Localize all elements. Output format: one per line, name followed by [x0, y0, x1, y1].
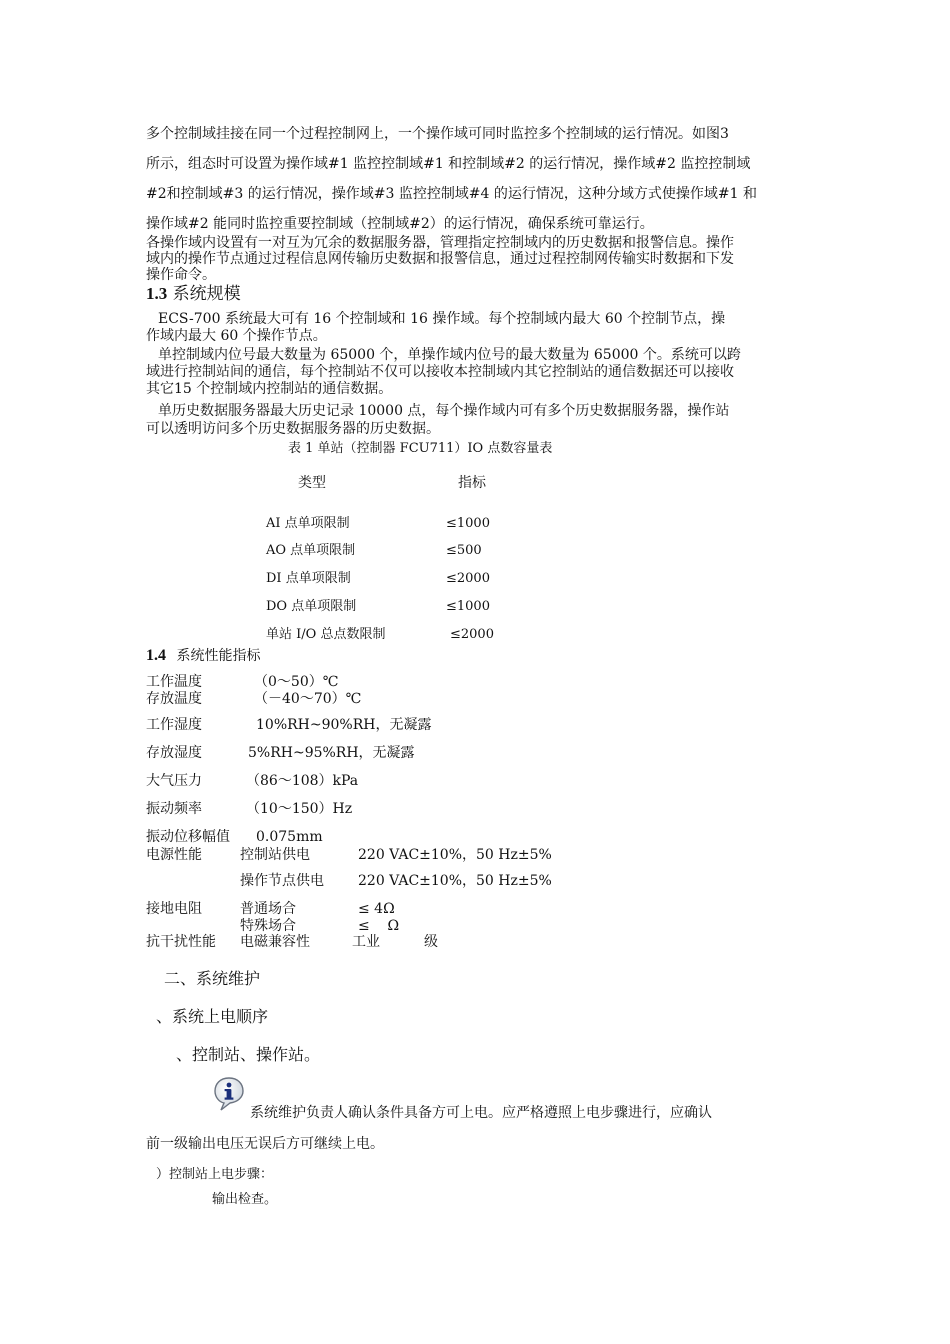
table-cell: ≤1000 [446, 516, 490, 531]
spec-value: ≤ 4Ω [358, 901, 395, 917]
spec-sublabel: 电磁兼容性 [240, 934, 310, 950]
section-heading-1-3 [146, 284, 241, 304]
paragraph-line: 操作域#2 能同时监控重要控制域（控制域#2）的运行情况，确保系统可靠运行。 [146, 216, 654, 232]
section-heading-1-4 [146, 647, 260, 665]
spec-value: 5%RH~95%RH，无凝露 [248, 745, 415, 761]
spec-label: 工作温度 [146, 674, 202, 690]
spec-label: 存放湿度 [146, 745, 202, 761]
section-number: 1.4 [146, 647, 166, 664]
paragraph-line: 各操作域内设置有一对互为冗余的数据服务器，管理指定控制域内的历史数据和报警信息。操作 [146, 235, 734, 251]
spec-value: 220 VAC±10%，50 Hz±5% [358, 873, 552, 889]
table-cell: AO 点单项限制 [266, 543, 356, 558]
paragraph-line: 多个控制域挂接在同一个过程控制网上，一个操作域可同时监控多个控制域的运行情况。如图3 [146, 126, 729, 142]
table-cell: ≤500 [446, 543, 482, 558]
spec-value: （0～50）℃ [254, 674, 339, 690]
paragraph-line: 操作命令。 [146, 267, 216, 283]
spec-value: （86～108）kPa [246, 773, 359, 789]
spec-sublabel: 控制站供电 [240, 847, 310, 863]
spec-sublabel: 特殊场合 [240, 918, 296, 934]
paragraph-line: ECS-700 系统最大可有 16 个控制域和 16 操作域。每个控制域内最大 60 个控制节点，操 [158, 311, 726, 327]
spec-value: 0.075mm [256, 829, 323, 845]
section-heading: 、系统上电顺序 [156, 1007, 269, 1026]
spec-value: （10～150）Hz [246, 801, 353, 817]
spec-value: 10%RH~90%RH，无凝露 [256, 717, 432, 733]
step-title: ）控制站上电步骤： [156, 1167, 274, 1182]
spec-label: 电源性能 [146, 847, 202, 863]
info-icon [212, 1076, 246, 1112]
table-header-value: 指标 [458, 475, 486, 491]
table-cell: DI 点单项限制 [266, 571, 351, 586]
paragraph-line: 域进行控制站间的通信，每个控制站不仅可以接收本控制域内其它控制站的通信数据还可以接收 [146, 364, 734, 380]
chapter-heading: 二、系统维护 [164, 969, 261, 988]
section-number: 1.3 [146, 284, 168, 303]
spec-sublabel: 操作节点供电 [240, 873, 324, 889]
spec-label: 振动位移幅值 [146, 829, 230, 845]
table-cell: ≤2000 [446, 571, 490, 586]
paragraph-line: 其它15 个控制域内控制站的通信数据。 [146, 381, 393, 397]
paragraph-line: 单历史数据服务器最大历史记录 10000 点，每个操作域内可有多个历史数据服务器，操作站 [158, 403, 730, 419]
section-title: 系统规模 [172, 284, 241, 304]
table-header-type: 类型 [298, 475, 326, 491]
paragraph-line: #2和控制域#3 的运行情况，操作域#3 监控控制域#4 的运行情况，这种分域方式使操作域#1 和 [146, 186, 757, 202]
table-cell: AI 点单项限制 [266, 516, 350, 531]
spec-label: 大气压力 [146, 773, 202, 789]
spec-value: 工业 [352, 934, 380, 950]
spec-value: （－40～70）℃ [254, 691, 362, 707]
paragraph-line: 可以透明访问多个历史数据服务器的历史数据。 [146, 421, 440, 437]
spec-value: 级 [424, 934, 438, 950]
table-cell: 单站 I/O 总点数限制 [266, 627, 386, 642]
spec-label: 振动频率 [146, 801, 202, 817]
note-line: 系统维护负责人确认条件具备方可上电。应严格遵照上电步骤进行，应确认 [250, 1105, 712, 1121]
spec-value: ≤ Ω [358, 918, 400, 934]
spec-label: 工作湿度 [146, 717, 202, 733]
section-title: 系统性能指标 [176, 648, 261, 664]
spec-label: 接地电阻 [146, 901, 202, 917]
spec-label: 存放温度 [146, 691, 202, 707]
subsection-heading: 、控制站、操作站。 [176, 1045, 321, 1064]
spec-label: 抗干扰性能 [146, 934, 216, 950]
paragraph-line: 作域内最大 60 个操作节点。 [146, 328, 327, 344]
table-cell: ≤2000 [450, 627, 494, 642]
spec-sublabel: 普通场合 [240, 901, 296, 917]
spec-value: 220 VAC±10%，50 Hz±5% [358, 847, 552, 863]
paragraph-line: 单控制域内位号最大数量为 65000 个，单操作域内位号的最大数量为 65000 个。系统可以跨 [158, 347, 741, 363]
note-line: 前一级输出电压无误后方可继续上电。 [146, 1136, 384, 1152]
step-item: 输出检查。 [212, 1192, 278, 1207]
table-caption: 表 1 单站（控制器 FCU711）IO 点数容量表 [288, 441, 553, 456]
paragraph-line: 所示，组态时可设置为操作域#1 监控控制域#1 和控制域#2 的运行情况，操作域#2 监控控制域 [146, 156, 751, 172]
table-cell: DO 点单项限制 [266, 599, 357, 614]
table-cell: ≤1000 [446, 599, 490, 614]
paragraph-line: 域内的操作节点通过过程信息网传输历史数据和报警信息，通过过程控制网传输实时数据和下发 [146, 251, 734, 267]
